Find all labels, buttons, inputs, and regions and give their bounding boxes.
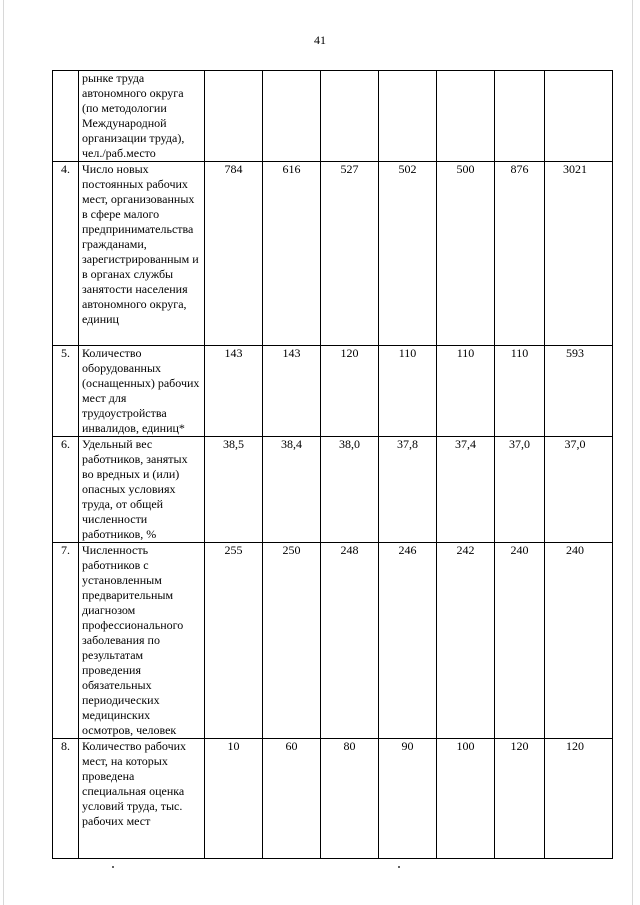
total-cell: 37,0 xyxy=(545,437,613,543)
value-cell: 37,8 xyxy=(379,437,437,543)
indicator-text: рынке труда автономного округа (по методологии Международной организации труда), чел./раб.место xyxy=(79,71,205,162)
row-number xyxy=(53,71,79,162)
row-number: 5. xyxy=(53,346,79,437)
value-cell: 60 xyxy=(263,739,321,859)
value-cell: 248 xyxy=(321,543,379,739)
value-cell: 110 xyxy=(495,346,545,437)
value-cell: 500 xyxy=(437,162,495,346)
value-cell: 242 xyxy=(437,543,495,739)
value-cell: 10 xyxy=(205,739,263,859)
table-row xyxy=(53,739,613,859)
indicators-table xyxy=(52,70,613,859)
value-cell: 784 xyxy=(205,162,263,346)
value-cell: 120 xyxy=(495,739,545,859)
total-cell: 3021 xyxy=(545,162,613,346)
row-number: 7. xyxy=(53,543,79,739)
value-cell: 38,4 xyxy=(263,437,321,543)
page-number: 41 xyxy=(314,33,326,47)
value-cell xyxy=(437,71,495,162)
value-cell xyxy=(205,71,263,162)
table-row xyxy=(53,162,613,346)
row-number: 8. xyxy=(53,739,79,859)
value-cell: 110 xyxy=(437,346,495,437)
value-cell: 37,0 xyxy=(495,437,545,543)
value-cell: 616 xyxy=(263,162,321,346)
value-cell xyxy=(263,71,321,162)
value-cell: 38,0 xyxy=(321,437,379,543)
value-cell: 502 xyxy=(379,162,437,346)
value-cell: 100 xyxy=(437,739,495,859)
value-cell xyxy=(495,71,545,162)
row-number: 6. xyxy=(53,437,79,543)
total-cell: 593 xyxy=(545,346,613,437)
scan-edge-right xyxy=(632,0,633,905)
value-cell: 246 xyxy=(379,543,437,739)
value-cell: 120 xyxy=(321,346,379,437)
value-cell: 143 xyxy=(205,346,263,437)
value-cell: 876 xyxy=(495,162,545,346)
value-cell: 110 xyxy=(379,346,437,437)
indicator-text: Количество оборудованных (оснащенных) рабочих мест для трудоустройства инвалидов, единиц* xyxy=(79,346,205,437)
table-row xyxy=(53,437,613,543)
scan-edge-left xyxy=(3,0,4,905)
value-cell: 38,5 xyxy=(205,437,263,543)
value-cell: 143 xyxy=(263,346,321,437)
indicator-text: Количество рабочих мест, на которых проведена специальная оценка условий труда, тыс. рабочих мест xyxy=(79,739,205,859)
indicator-text: Численность работников с установленным предварительным диагнозом профессионального заболевания по результатам проведения обязательных периодических медицинских осмотров, человек xyxy=(79,543,205,739)
total-cell xyxy=(545,71,613,162)
value-cell: 527 xyxy=(321,162,379,346)
scan-speck xyxy=(112,866,114,868)
value-cell: 240 xyxy=(495,543,545,739)
total-cell: 240 xyxy=(545,543,613,739)
indicator-text: Число новых постоянных рабочих мест, организованных в сфере малого предпринимательства гражданами, зарегистрированным и в органах службы занятости населения автономного округа, единиц xyxy=(79,162,205,346)
value-cell xyxy=(379,71,437,162)
value-cell: 255 xyxy=(205,543,263,739)
scan-speck xyxy=(398,866,400,868)
row-number: 4. xyxy=(53,162,79,346)
value-cell: 90 xyxy=(379,739,437,859)
total-cell: 120 xyxy=(545,739,613,859)
value-cell: 37,4 xyxy=(437,437,495,543)
value-cell: 250 xyxy=(263,543,321,739)
table-row xyxy=(53,346,613,437)
table-row xyxy=(53,71,613,162)
table-row xyxy=(53,543,613,739)
value-cell xyxy=(321,71,379,162)
value-cell: 80 xyxy=(321,739,379,859)
indicator-text: Удельный вес работников, занятых во вредных и (или) опасных условиях труда, от общей численности работников, % xyxy=(79,437,205,543)
